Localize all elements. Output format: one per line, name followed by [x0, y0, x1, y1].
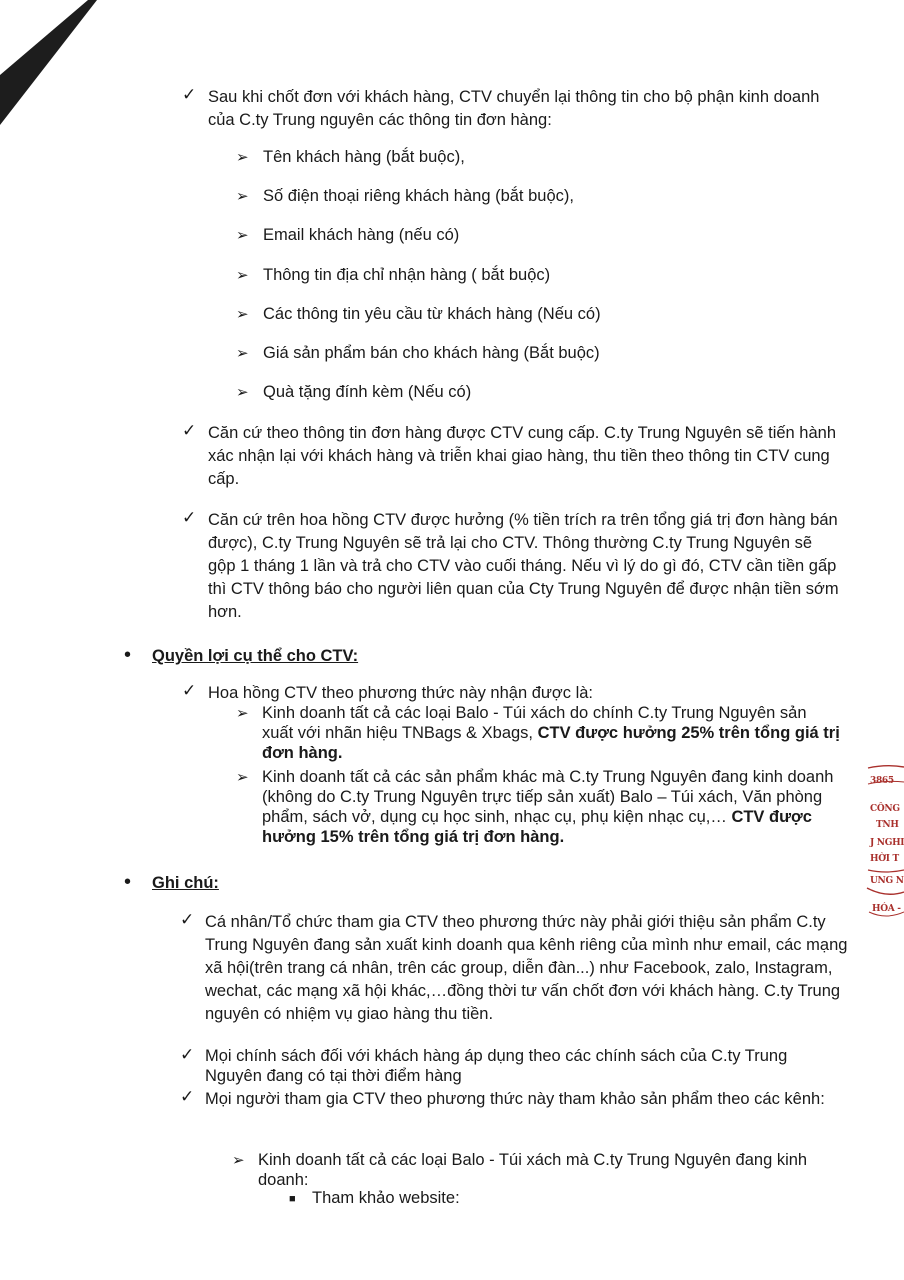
check-mark-icon: ✓ — [180, 1087, 195, 1107]
arrow-bullet-icon: ➢ — [236, 305, 249, 323]
benefits-sub-1 — [262, 703, 842, 763]
arrow-bullet-icon: ➢ — [236, 266, 249, 284]
round-bullet-icon: • — [124, 644, 132, 666]
item1-sub-2: Số điện thoại riêng khách hàng (bắt buộc), — [263, 187, 574, 205]
note2-text: Mọi chính sách đối với khách hàng áp dụng theo các chính sách của C.ty Trung Nguyên đang có tại thời điểm hàng — [205, 1047, 788, 1085]
section-notes-heading: Ghi chú: — [152, 874, 219, 892]
benefits-sub-2 — [262, 767, 842, 847]
note3-sub-1: Kinh doanh tất cả các loại Balo - Túi xách mà C.ty Trung Nguyên đang kinh doanh: — [258, 1151, 808, 1189]
benefits-sub-2-text: Kinh doanh tất cả các sản phẩm khác mà C.ty Trung Nguyên đang kinh doanh (không do C.ty Trung Nguyên trực tiếp sản xuất) Balo – Túi xách, Văn phòng phẩm, sách vở, dụng cụ học sinh, nhạc cụ, phụ kiện nhạc cụ,… — [262, 768, 834, 826]
benefits-sub-1-bold: CTV được hưởng 25% trên tổng giá trị đơn hàng. — [262, 724, 840, 762]
arrow-bullet-icon: ➢ — [236, 383, 249, 401]
arrow-bullet-icon: ➢ — [236, 704, 249, 722]
arrow-bullet-icon: ➢ — [236, 226, 249, 244]
stamp-text-5: HỜI T — [870, 854, 899, 864]
item1-sub-4: Thông tin địa chỉ nhận hàng ( bắt buộc) — [263, 266, 551, 284]
check-mark-icon: ✓ — [182, 421, 197, 441]
round-bullet-icon: • — [124, 871, 132, 893]
benefits-sub-1-text: Kinh doanh tất cả các loại Balo - Túi xách do chính C.ty Trung Nguyên sản xuất với nhãn hiệu TNBags & Xbags, — [262, 704, 807, 742]
check-mark-icon: ✓ — [180, 1045, 195, 1065]
section-benefits-heading: Quyền lợi cụ thể cho CTV: — [152, 647, 359, 665]
item1-sub-6: Giá sản phẩm bán cho khách hàng (Bắt buộc) — [263, 344, 600, 362]
benefits-sub-2-bold: CTV được hưởng 15% trên tổng giá trị đơn hàng. — [262, 808, 812, 846]
check-mark-icon: ✓ — [182, 85, 197, 105]
note3-subsub-1: Tham khảo website: — [312, 1189, 460, 1207]
check-mark-icon: ✓ — [182, 508, 197, 528]
item1-sub-7: Quà tặng đính kèm (Nếu có) — [263, 383, 472, 401]
item1-sub-1: Tên khách hàng (bắt buộc), — [263, 148, 465, 166]
arrow-bullet-icon: ➢ — [236, 148, 249, 166]
page-corner-shadow — [0, 0, 120, 140]
square-bullet-icon: ■ — [289, 1193, 296, 1205]
stamp-text-6: UNG N — [870, 876, 904, 886]
stamp-text-4: J NGHI — [870, 838, 904, 848]
benefits-intro: Hoa hồng CTV theo phương thức này nhận được là: — [208, 684, 594, 702]
check-mark-icon: ✓ — [182, 681, 197, 701]
stamp-text-3: TNH — [876, 820, 899, 830]
company-stamp — [866, 762, 904, 922]
check-mark-icon: ✓ — [180, 910, 195, 930]
note1-text: Cá nhân/Tổ chức tham gia CTV theo phương thức này phải giới thiệu sản phẩm C.ty Trung Nguyên đang sản xuất kinh doanh qua kênh riêng của mình như email, các mạng xã hội(trên trang cá nhân, trên các group, diễn đàn...) như Facebook, zalo, Instagram, wechat, các mạng xã hội khác,…đồng thời tư vấn chốt đơn với khách hàng. C.ty Trung nguyên có nhiệm vụ giao hàng thu tiền. — [205, 913, 848, 1023]
item1-text: Sau khi chốt đơn với khách hàng, CTV chuyển lại thông tin cho bộ phận kinh doanh của C.ty Trung nguyên các thông tin đơn hàng: — [208, 88, 820, 129]
item1-sub-3: Email khách hàng (nếu có) — [263, 226, 460, 244]
stamp-text-1: 3865 — [870, 776, 894, 786]
stamp-text-2: CÔNG — [870, 804, 900, 814]
arrow-bullet-icon: ➢ — [232, 1151, 245, 1169]
arrow-bullet-icon: ➢ — [236, 187, 249, 205]
arrow-bullet-icon: ➢ — [236, 768, 249, 786]
item2-text: Căn cứ theo thông tin đơn hàng được CTV cung cấp. C.ty Trung Nguyên sẽ tiến hành xác nhận lại với khách hàng và triễn khai giao hàng, thu tiền theo thông tin CTV cung cấp. — [208, 424, 837, 488]
note3-text: Mọi người tham gia CTV theo phương thức này tham khảo sản phẩm theo các kênh: — [205, 1090, 825, 1108]
item1-sub-5: Các thông tin yêu cầu từ khách hàng (Nếu có) — [263, 305, 601, 323]
item3-text: Căn cứ trên hoa hồng CTV được hưởng (% tiền trích ra trên tổng giá trị đơn hàng bán được), C.ty Trung Nguyên sẽ trả lại cho CTV. Thông thường C.ty Trung Nguyên sẽ gộp 1 tháng 1 lần và trả cho CTV vào cuối tháng. Nếu vì lý do gì đó, CTV cần tiền gấp thì CTV thông báo cho người liên quan của Cty Trung Nguyên để được nhận tiền sớm hơn. — [208, 511, 839, 621]
stamp-text-7: HÓA - — [872, 904, 901, 914]
arrow-bullet-icon: ➢ — [236, 344, 249, 362]
